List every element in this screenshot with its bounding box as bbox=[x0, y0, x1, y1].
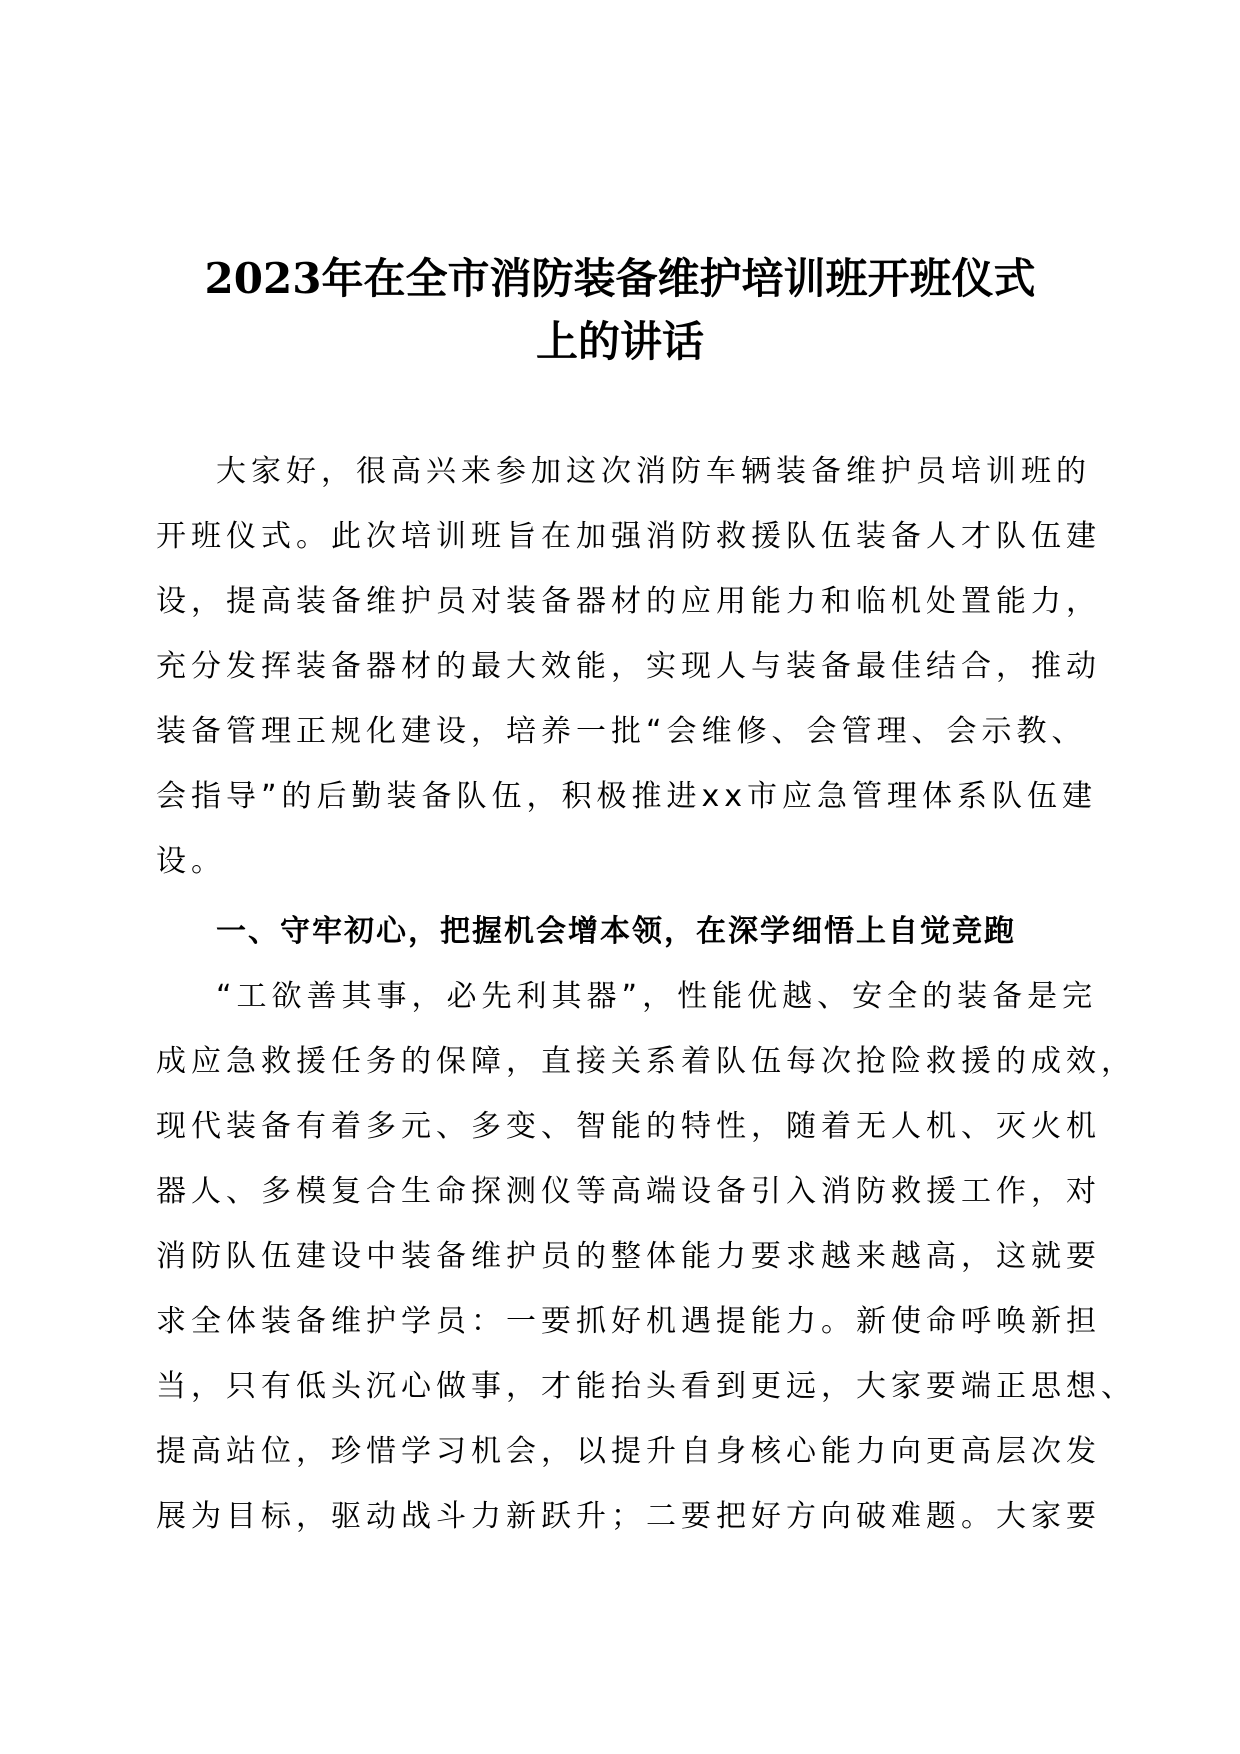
section-1-paragraph-line: 消防队伍建设中装备维护员的整体能力要求越来越高，这就要 bbox=[156, 1239, 1101, 1274]
intro-paragraph-line: 大家好，很高兴来参加这次消防车辆装备维护员培训班的 bbox=[216, 454, 1091, 489]
section-1-paragraph-line: 提高站位，珍惜学习机会，以提升自身核心能力向更高层次发 bbox=[156, 1434, 1101, 1469]
section-1-paragraph-line: 器人、多模复合生命探测仪等高端设备引入消防救援工作，对 bbox=[156, 1174, 1101, 1209]
intro-paragraph-line: 设。 bbox=[156, 844, 226, 879]
section-1-paragraph-line: 展为目标，驱动战斗力新跃升；二要把好方向破难题。大家要 bbox=[156, 1499, 1101, 1534]
section-1-paragraph-line: 现代装备有着多元、多变、智能的特性，随着无人机、灭火机 bbox=[156, 1109, 1101, 1144]
intro-paragraph-line: 开班仪式。此次培训班旨在加强消防救援队伍装备人才队伍建 bbox=[156, 519, 1101, 554]
section-1-paragraph-line: 求全体装备维护学员：一要抓好机遇提能力。新使命呼唤新担 bbox=[156, 1304, 1101, 1339]
document-title-line-2: 上的讲话 bbox=[535, 317, 704, 366]
document-title-line-1: 2023年在全市消防装备维护培训班开班仪式 bbox=[204, 254, 1036, 303]
intro-paragraph-line: 会指导”的后勤装备队伍，积极推进xx市应急管理体系队伍建 bbox=[156, 779, 1098, 814]
section-1-paragraph-line: “工欲善其事，必先利其器”，性能优越、安全的装备是完 bbox=[216, 979, 1098, 1014]
intro-paragraph-line: 设，提高装备维护员对装备器材的应用能力和临机处置能力， bbox=[156, 584, 1101, 619]
intro-paragraph-line: 充分发挥装备器材的最大效能，实现人与装备最佳结合，推动 bbox=[156, 649, 1101, 684]
section-1-paragraph-line: 当，只有低头沉心做事，才能抬头看到更远，大家要端正思想、 bbox=[156, 1369, 1136, 1404]
intro-paragraph-line: 装备管理正规化建设，培养一批“会维修、会管理、会示教、 bbox=[156, 714, 1087, 749]
section-1-paragraph-line: 成应急救援任务的保障，直接关系着队伍每次抢险救援的成效， bbox=[156, 1044, 1136, 1079]
section-1-heading: 一、守牢初心，把握机会增本领，在深学细悟上自觉竞跑 bbox=[216, 914, 1016, 949]
